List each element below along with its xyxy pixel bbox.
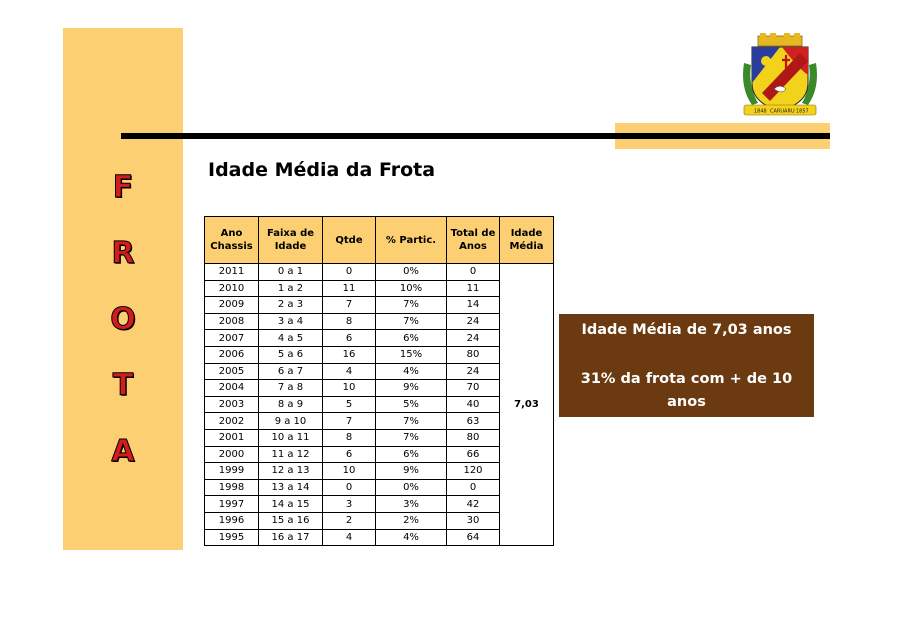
cell-qtde: 5 <box>323 396 376 413</box>
side-letter-f: F <box>112 170 134 205</box>
header-partic: % Partic. <box>376 217 447 264</box>
cell-qtde: 7 <box>323 297 376 314</box>
fleet-age-table <box>204 216 554 546</box>
cell-ano: 2006 <box>205 346 259 363</box>
cell-total: 80 <box>447 429 500 446</box>
cell-faixa: 1 a 2 <box>259 280 323 297</box>
cell-qtde: 10 <box>323 380 376 397</box>
header-total-anos: Total de Anos <box>447 217 500 264</box>
cell-partic: 5% <box>376 396 447 413</box>
cell-partic: 9% <box>376 380 447 397</box>
cell-partic: 6% <box>376 446 447 463</box>
cell-faixa: 10 a 11 <box>259 429 323 446</box>
cell-faixa: 5 a 6 <box>259 346 323 363</box>
page-title: Idade Média da Frota <box>208 159 436 181</box>
crest-year-left: 1848 <box>754 108 767 115</box>
header-qtde: Qtde <box>323 217 376 264</box>
cell-partic: 7% <box>376 413 447 430</box>
cell-ano: 2009 <box>205 297 259 314</box>
cell-ano: 2004 <box>205 380 259 397</box>
cell-faixa: 3 a 4 <box>259 313 323 330</box>
cell-faixa: 15 a 16 <box>259 512 323 529</box>
summary-average: Idade Média de 7,03 anos <box>581 322 792 338</box>
cell-ano: 2002 <box>205 413 259 430</box>
cell-total: 63 <box>447 413 500 430</box>
cell-ano: 2005 <box>205 363 259 380</box>
cell-ano: 1996 <box>205 512 259 529</box>
summary-share: 31% da frota com + de 10 anos <box>580 371 793 410</box>
cell-qtde: 8 <box>323 313 376 330</box>
cell-qtde: 4 <box>323 363 376 380</box>
cell-ano: 2010 <box>205 280 259 297</box>
cell-qtde: 3 <box>323 496 376 513</box>
cell-ano: 2007 <box>205 330 259 347</box>
cell-partic: 10% <box>376 280 447 297</box>
cell-total: 24 <box>447 330 500 347</box>
header-rule <box>121 133 830 139</box>
cell-ano: 1999 <box>205 463 259 480</box>
cell-qtde: 0 <box>323 264 376 281</box>
summary-box <box>559 314 814 417</box>
side-letter-t: T <box>112 368 134 403</box>
side-letter-o: O <box>110 302 136 337</box>
cell-qtde: 4 <box>323 529 376 546</box>
cell-ano: 2000 <box>205 446 259 463</box>
cell-partic: 6% <box>376 330 447 347</box>
cell-ano: 2003 <box>205 396 259 413</box>
table-row <box>205 264 554 281</box>
table-body <box>205 264 554 546</box>
cell-faixa: 11 a 12 <box>259 446 323 463</box>
cell-qtde: 11 <box>323 280 376 297</box>
cell-qtde: 8 <box>323 429 376 446</box>
cell-faixa: 9 a 10 <box>259 413 323 430</box>
cell-ano: 2011 <box>205 264 259 281</box>
side-letter-r: R <box>111 236 135 271</box>
cell-ano: 2008 <box>205 313 259 330</box>
cell-total: 80 <box>447 346 500 363</box>
cell-total: 0 <box>447 479 500 496</box>
cell-ano: 1998 <box>205 479 259 496</box>
cell-total: 11 <box>447 280 500 297</box>
cell-qtde: 7 <box>323 413 376 430</box>
cell-total: 24 <box>447 313 500 330</box>
cell-faixa: 6 a 7 <box>259 363 323 380</box>
cell-total: 24 <box>447 363 500 380</box>
cell-partic: 3% <box>376 496 447 513</box>
table-header-row <box>205 217 554 264</box>
cell-total: 30 <box>447 512 500 529</box>
cell-faixa: 8 a 9 <box>259 396 323 413</box>
cell-partic: 2% <box>376 512 447 529</box>
header-ano-chassis: Ano Chassis <box>205 217 259 264</box>
cell-qtde: 6 <box>323 330 376 347</box>
cell-total: 64 <box>447 529 500 546</box>
crest-city: CARUARU <box>770 108 795 115</box>
cell-partic: 0% <box>376 264 447 281</box>
cell-total: 42 <box>447 496 500 513</box>
cell-faixa: 7 a 8 <box>259 380 323 397</box>
cell-partic: 7% <box>376 429 447 446</box>
cell-ano: 1995 <box>205 529 259 546</box>
cell-faixa: 2 a 3 <box>259 297 323 314</box>
city-crest-logo <box>738 33 822 117</box>
side-letter-a: A <box>111 434 135 469</box>
cell-qtde: 0 <box>323 479 376 496</box>
cell-partic: 0% <box>376 479 447 496</box>
crest-year-right: 1857 <box>796 108 809 115</box>
cell-ano: 2001 <box>205 429 259 446</box>
cell-total: 66 <box>447 446 500 463</box>
cell-ano: 1997 <box>205 496 259 513</box>
cell-total: 70 <box>447 380 500 397</box>
cell-total: 120 <box>447 463 500 480</box>
cell-partic: 15% <box>376 346 447 363</box>
cell-faixa: 16 a 17 <box>259 529 323 546</box>
cell-qtde: 2 <box>323 512 376 529</box>
cell-total: 14 <box>447 297 500 314</box>
cell-faixa: 4 a 5 <box>259 330 323 347</box>
cell-partic: 4% <box>376 529 447 546</box>
header-faixa-idade: Faixa de Idade <box>259 217 323 264</box>
cell-faixa: 13 a 14 <box>259 479 323 496</box>
side-band <box>63 28 183 550</box>
cell-qtde: 10 <box>323 463 376 480</box>
header-idade-media: Idade Média <box>500 217 554 264</box>
cell-partic: 4% <box>376 363 447 380</box>
cell-partic: 7% <box>376 297 447 314</box>
cell-partic: 9% <box>376 463 447 480</box>
cell-total: 40 <box>447 396 500 413</box>
cell-qtde: 6 <box>323 446 376 463</box>
cell-faixa: 12 a 13 <box>259 463 323 480</box>
cell-idade-media: 7,03 <box>500 264 554 546</box>
cell-total: 0 <box>447 264 500 281</box>
cell-faixa: 14 a 15 <box>259 496 323 513</box>
cell-partic: 7% <box>376 313 447 330</box>
cell-qtde: 16 <box>323 346 376 363</box>
cell-faixa: 0 a 1 <box>259 264 323 281</box>
